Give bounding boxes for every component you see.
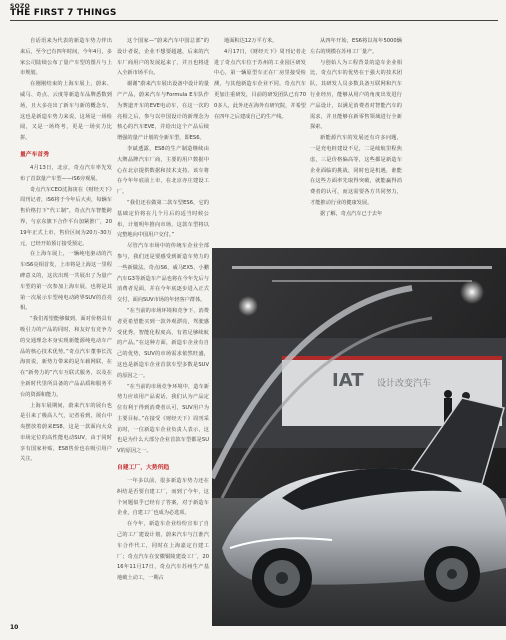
- paragraph: “在当前的市场竞争环境中，造车新势力应该用产品说话，我们认为产品定位有利于得到消费者认可，SUV用户为主要目标。”在接受《财经天下》周刊采访时，一位新造车企业负责人表示，这也是为什么大部分企业首款车型都是SUV的原因之一。: [117, 383, 209, 455]
- paragraph: 在今年，新造车企业纷纷宣布了自己的工厂建设计划，蔚来汽车与江淮汽车合作代工，同时在上海嘉定自建工厂；奇点汽车在安徽铜陵建设工厂，2016年11月17日，奇点汽车苏州生产基地破土动工，一期占: [117, 521, 209, 582]
- text-column-3: [214, 36, 306, 122]
- paragraph: 新能源汽车的发展还有许多问题，一是充电桩建设不足，二是续航里程焦虑，三是价格偏高等，这些都是新造车企业面临的挑战，同时也是机遇，谁能在这些方面率先取得突破，就能赢得消费者的认可，而这需要各方共同努力，才能推动行业的健康发展。: [310, 135, 402, 206]
- subheading-self-built-factory: 自建工厂，大势所趋: [117, 465, 170, 472]
- car-illustration: [212, 248, 506, 626]
- section-title: THE FIRST 7 THINGS: [10, 8, 117, 18]
- text-column-4: [310, 36, 402, 220]
- booth-sign-slogan: 设计改变汽车: [377, 379, 432, 389]
- section-tag: SOZO: [10, 3, 31, 10]
- paragraph: 一年多以前，很多新造车势力还在纠结是否要自建工厂，而到了今年，这个问题似乎已经有了答案，对于新造车企业，自建工厂也成为必选项。: [117, 478, 209, 517]
- paragraph: 在上海车展上，一辆纯电驱动的汽车iS6亮相首发，上市将是上海这一里程碑意义的，这次出现一共展出了为量产车型的第一次参加上海车展，也将是其第一次展示车型纯电动跨界SUV的首亮相。: [20, 251, 112, 312]
- paragraph: “我们还在做第二款车型ES6，它的基础定价将在几个月后的适当时候公布，计划明年推向市场，这款车型将以完整地向中国用户交付。”: [117, 199, 209, 239]
- text-column-1: [20, 36, 112, 465]
- paragraph: “我们希望能够做到，面对价格具有吸引力的产品的同时，和友好有竞争力的交通理念本身实现新能源纯电动车产品的核心技术优势。”奇点汽车董事长沈海寅说，新势力带来的是车载网联、在在“新势力的”汽车互联式服务，以及在全新时代里所具备的产品品质和服务平台的资源和能力。: [20, 316, 112, 398]
- paragraph: “在当前的市场环境和竞争下，消费者更希望能买到一款外观漂亮，驾驶感受优秀、智能化程度高，有着足够续航的产品。”在这种方面，新造车企业有自己的优势，SUV的市场需求依然旺盛，这也是新造车企业首款车型多数是SUV的原因之一。: [117, 307, 209, 379]
- paragraph: 自话语来为代表的新造车势力伴出来后，至今已有四年时间，今年4月，多家公司陆续公布了量产车型的图片与上市规划。: [20, 38, 112, 77]
- paragraph: 奇点汽车CEO沈海寅在《财经天下》周刊记者，iS6将于今年后大卖，每辆车售价格打下“代工制”，奇点汽车智能跨界，与京东旗下合作平台加紧推广，2019年正式上市，售价区间为20万-30万元，已经开始预订接受预定。: [20, 186, 112, 247]
- paragraph: 谢谢”蔚来汽车展出设备中设计的量产产品，蔚来汽车与Formula E车队作为赛道开车的EVE电动车，在这一次的亮相之后，参与以中国设计的新理念为核心的汽车EVE，并给出这个产品后续增强的量产计划的全新车型，即ES6。: [117, 81, 209, 142]
- paragraph: 李斌透露，ES8的生产制造继续由大牌品牌汽车厂商，主要的用户数据中心在北京提供数据和技术支持。该车将在今年年底前上市，在北京亦庄建设工厂。: [117, 145, 209, 196]
- paragraph: 在刚刚结束的上海车展上，蔚来、威马、奇点、云度等新造车品牌悉数到场，且大多亮出了新车与新的概念车，这也是新造车势力来说，这场是一场检阅，又是一场终考，更是一场实力比拼。: [20, 81, 112, 142]
- paragraph: 4月17日，《财经天下》周刊记者走进了奇点汽车位于苏州的工业园区研发中心，第一辆原型车正在厂房里接受检测，与其他新造车企业不同，奇点汽车更加注重研发，目前的研发团队已有700多人，此外还在海外有研究院，并希望在四年之后建成自己的生产线。: [214, 48, 306, 120]
- paragraph: 上海车展期间，蔚来汽车的展台也是引来了极高人气，记者看到，展台中央摆放着蔚来ES8，这是一款面向大众市场定位的高性能电动SUV，由于同时享有国家补贴，ES8售价也在吸引用户关注。: [20, 402, 112, 463]
- paragraph: 地面积达12万平方米。: [224, 38, 278, 44]
- paragraph: 据了解，奇点汽车已于去年: [320, 210, 383, 217]
- subheading-first-mass-production: 量产车首秀: [20, 151, 49, 158]
- header-rule: [10, 20, 498, 21]
- paragraph: 这个国家—“蔚来汽车中国总部”的设计者说，企业不想要超越，后来的汽车厂商用户的发展起来了，并且也将进入全新市场平台。: [117, 38, 209, 77]
- paragraph: 从四年开始，ES6将以每年5000辆左右的规模在苏州工厂量产。: [310, 38, 402, 55]
- text-column-2: [117, 36, 209, 584]
- booth-sign-logo: IAT: [332, 370, 364, 391]
- paragraph: 4月13日，北京，奇点汽车率先发布了首款量产车型——iS6旁观展。: [20, 164, 112, 182]
- paragraph: 尽管汽车市场中的传统车企业全部参与，我们还是要感受到新造车势力的一些新做法。奇点iS6、威马EX5、小鹏汽车G3等新造车产品也将在今年先后与消费者见面，并在今年底逐步进入正式交付，面向SUV市场的年轻客户群体。: [117, 243, 209, 304]
- page-number: 10: [10, 624, 19, 631]
- concept-car-photo: [212, 248, 506, 626]
- paragraph: 与创始人为工程背景的造车企业相比，奇点汽车的优势在于强大的技术团队，其研发人员多数具备互联网和汽车行业经历，能够从用户的角度出发进行产品设计，以满足消费者对智能汽车的需求，并且能够在新零售领域进行全新探索。: [310, 59, 402, 131]
